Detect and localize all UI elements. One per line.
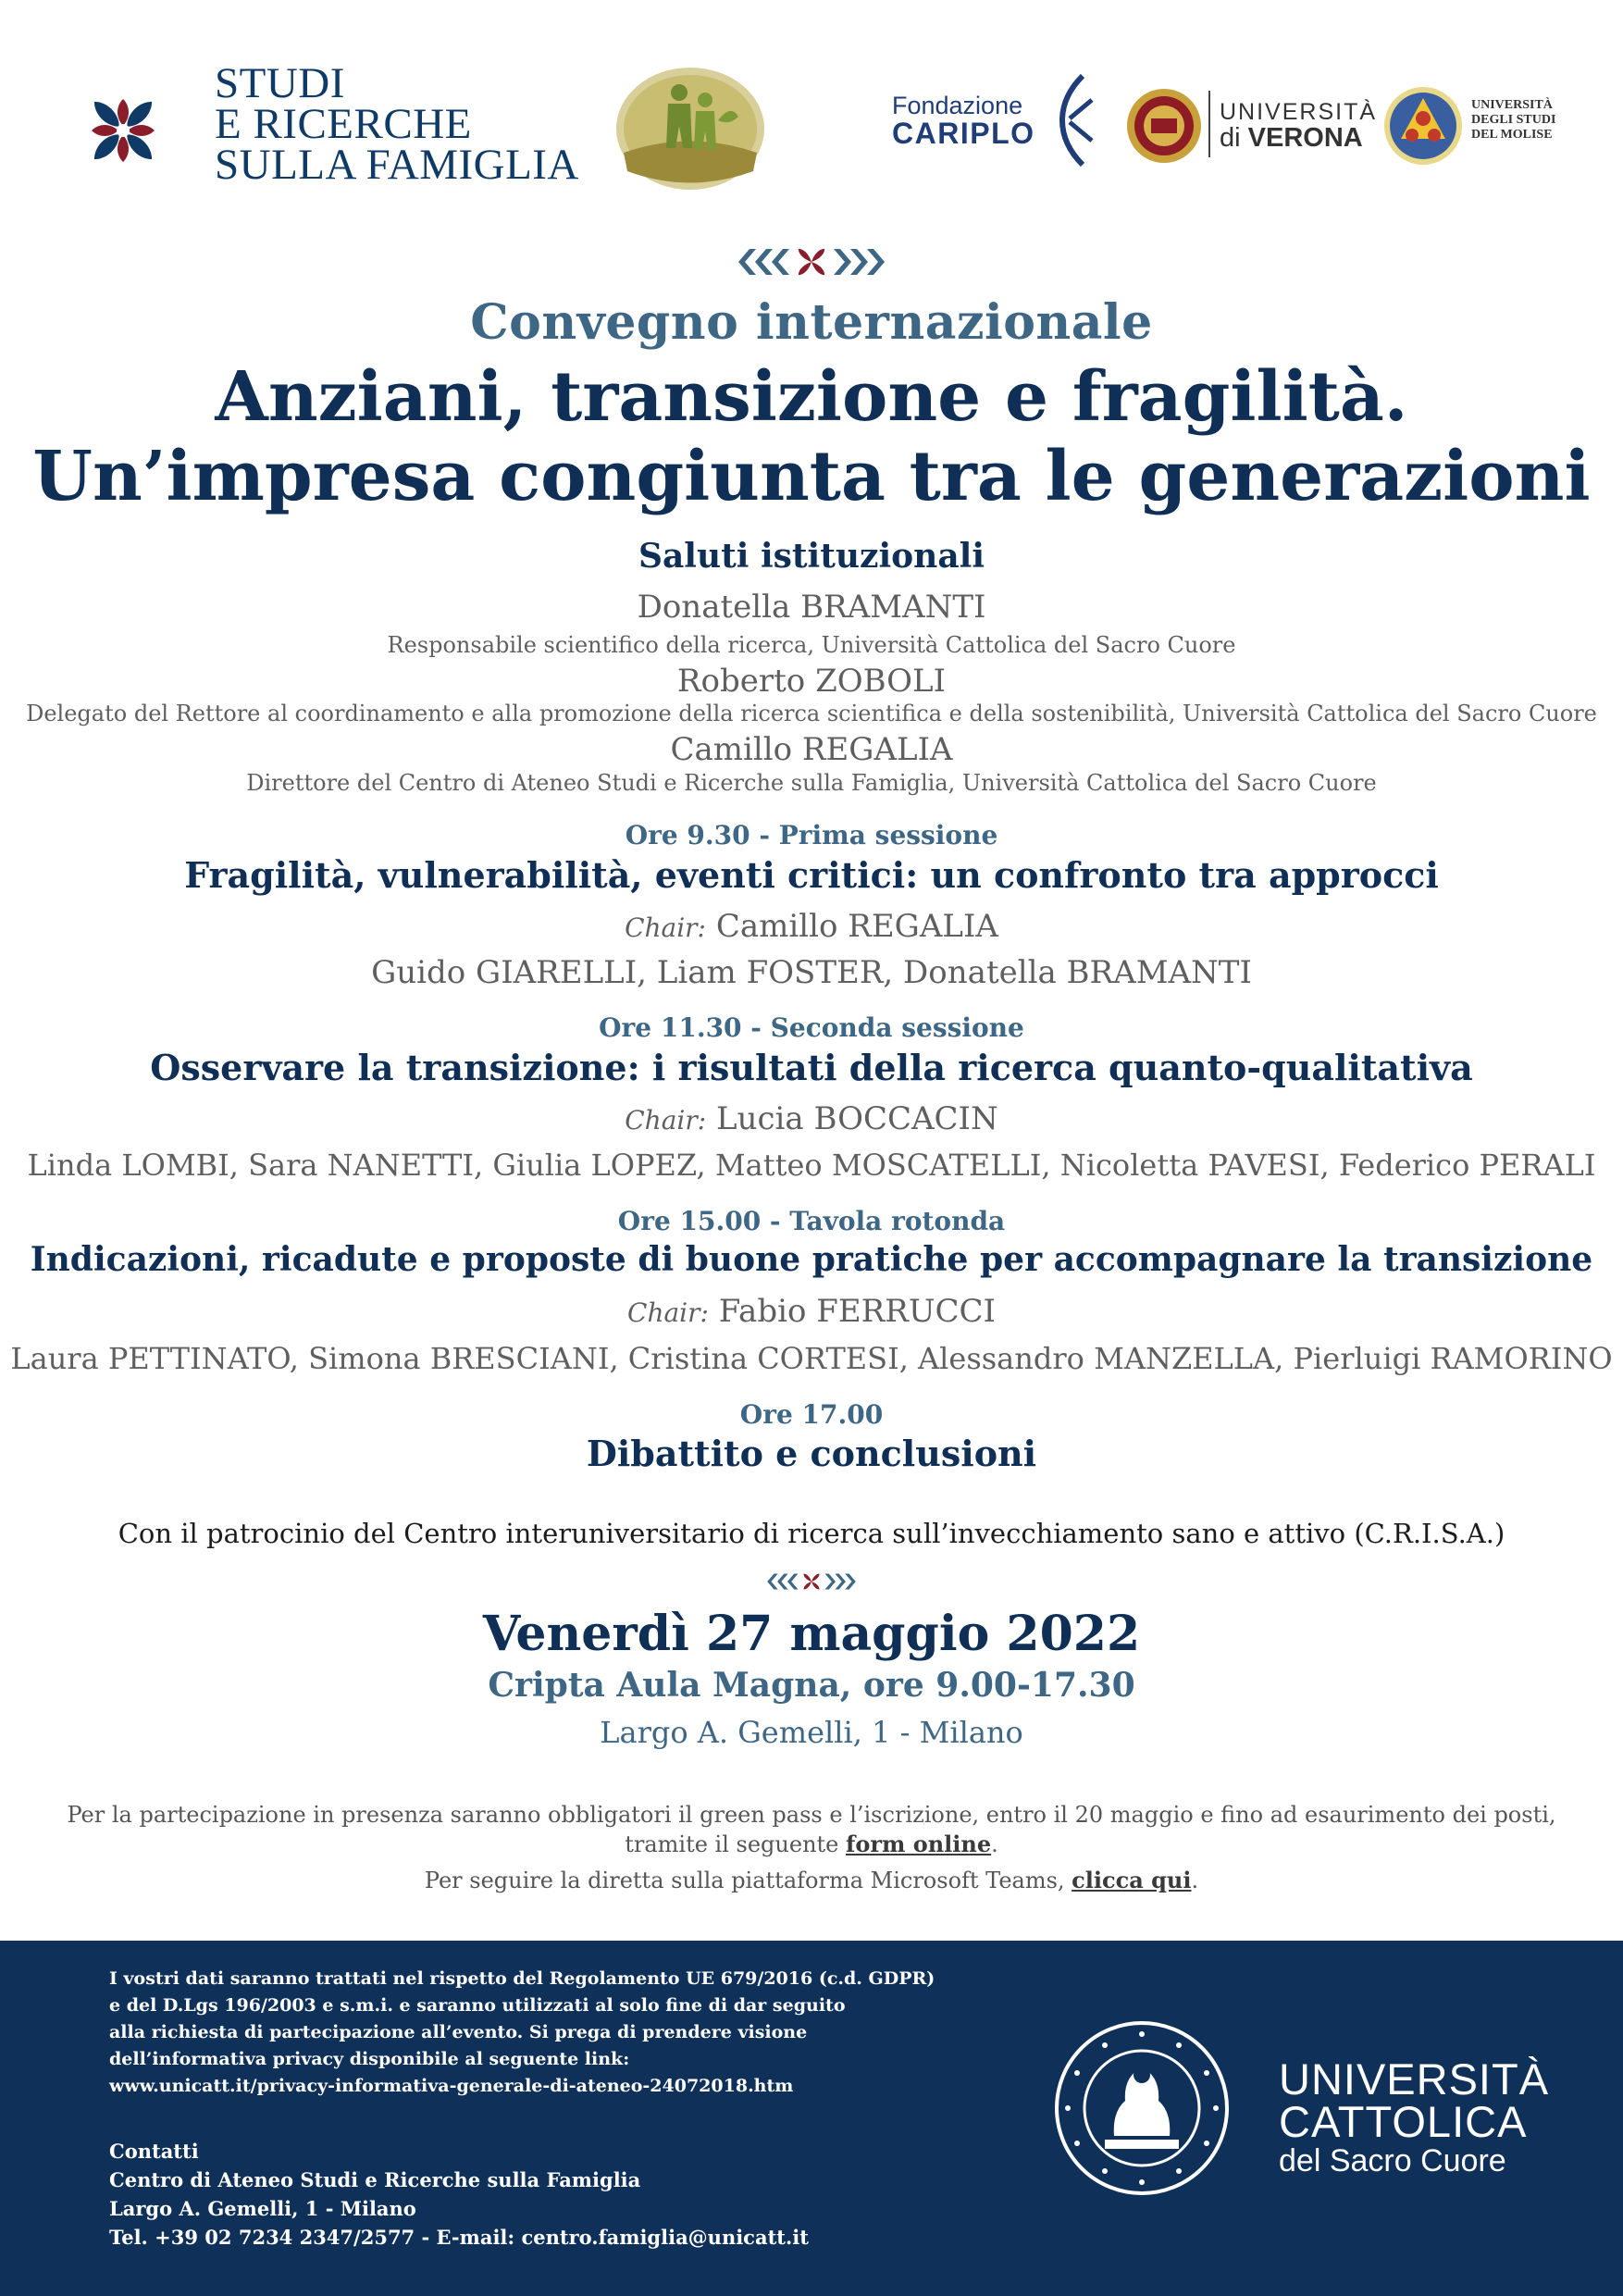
ucsc-seal-icon xyxy=(1053,2019,1231,2197)
unimol-line: DEGLI STUDI xyxy=(1471,113,1556,127)
srf-line: SULLA FAMIGLIA xyxy=(215,141,579,189)
form-online-link[interactable]: form online xyxy=(846,1831,992,1857)
teams-prefix: Per seguire la diretta sulla piattaforma Microsoft Teams, xyxy=(424,1868,1072,1893)
ornament-divider-small-icon xyxy=(766,1570,857,1594)
event-title-line2: Un’impresa congiunta tra le generazioni xyxy=(32,437,1591,516)
srf-line: E RICERCHE xyxy=(215,100,472,148)
unimol-line: DEL MOLISE xyxy=(1471,128,1553,142)
saluti-role-3: Direttore del Centro di Ateneo Studi e Ricerche sulla Famiglia, Università Cattolica del Sacro Cuore xyxy=(246,770,1377,796)
contacts-line: Largo A. Gemelli, 1 - Milano xyxy=(109,2197,416,2220)
fondazione-cariplo-logo xyxy=(892,93,1035,148)
teams-suffix: . xyxy=(1191,1868,1199,1893)
session-3-time: Ore 15.00 - Tavola rotonda xyxy=(617,1206,1006,1236)
event-date: Venerdì 27 maggio 2022 xyxy=(482,1606,1141,1662)
ornament-divider-icon xyxy=(737,242,886,281)
registration-note-line2 xyxy=(0,1831,1623,1857)
session-3-chair xyxy=(0,1293,1623,1330)
univr-line1: UNIVERSITÀ xyxy=(1220,99,1378,125)
contacts-line: Tel. +39 02 7234 2347/2577 - E-mail: centro.famiglia@unicatt.it xyxy=(109,2226,809,2249)
session-3-title: Indicazioni, ricadute e proposte di buone pratiche per accompagnare la transizione xyxy=(30,1240,1593,1279)
session-3-speakers: Laura PETTINATO, Simona BRESCIANI, Cristina CORTESI, Alessandro MANZELLA, Pierluigi RAMORINO xyxy=(10,1341,1613,1376)
ucsc-line1: UNIVERSITÀ xyxy=(1279,2054,1550,2104)
fondazione-line: Fondazione xyxy=(892,92,1023,119)
contacts-block xyxy=(109,2137,809,2252)
chair-label: Chair: xyxy=(625,912,706,943)
univr-divider xyxy=(1208,91,1210,157)
privacy-line: I vostri dati saranno trattati nel rispetto del Regolamento UE 679/2016 (c.d. GDPR) xyxy=(109,1968,935,1989)
teams-note xyxy=(0,1867,1623,1893)
session-1-time: Ore 9.30 - Prima sessione xyxy=(625,820,998,850)
saluti-name-2: Roberto ZOBOLI xyxy=(676,663,947,700)
univr-verona: VERONA xyxy=(1247,123,1363,153)
project-logo xyxy=(614,65,766,192)
privacy-line: alla richiesta di partecipazione all’evento. Si prega di prendere visione xyxy=(109,2022,808,2042)
univr-logo-text xyxy=(1220,100,1377,152)
chair-name: Fabio FERRUCCI xyxy=(718,1293,996,1330)
unimol-logo-text xyxy=(1471,98,1555,143)
chair-name: Lucia BOCCACIN xyxy=(716,1100,998,1137)
privacy-link[interactable]: www.unicatt.it/privacy-informativa-generale-di-ateneo-24072018.htm xyxy=(109,2076,794,2096)
srf-line: STUDI xyxy=(215,59,345,107)
saluti-name-1: Donatella BRAMANTI xyxy=(637,589,986,626)
session-1-title: Fragilità, vulnerabilità, eventi critici: un confronto tra approcci xyxy=(184,854,1439,896)
saluti-heading: Saluti istituzionali xyxy=(638,537,985,576)
registration-note: Per la partecipazione in presenza saranno obbligatori il green pass e l’iscrizione, entro il 20 maggio e fino ad esaurimento dei posti, xyxy=(67,1802,1556,1828)
clicca-qui-link[interactable]: clicca qui xyxy=(1072,1867,1192,1893)
ucsc-logo-text xyxy=(1279,2054,1550,2178)
registration-prefix: tramite il seguente xyxy=(625,1831,846,1857)
patronage: Con il patrocinio del Centro interuniversitario di ricerca sull’invecchiamento sano e attivo (C.R.I.S.A.) xyxy=(118,1518,1505,1549)
ucsc-line2: CATTOLICA xyxy=(1279,2097,1528,2146)
privacy-line: e del D.Lgs 196/2003 e s.m.i. e saranno utilizzati al solo fine di dar seguito xyxy=(109,1995,846,2016)
chair-label: Chair: xyxy=(627,1297,709,1328)
unimol-seal-icon xyxy=(1382,85,1464,167)
event-address: Largo A. Gemelli, 1 - Milano xyxy=(600,1715,1023,1750)
chair-label: Chair: xyxy=(625,1105,707,1136)
srf-logo-mark xyxy=(76,83,170,178)
contacts-line: Centro di Ateneo Studi e Ricerche sulla Famiglia xyxy=(109,2168,641,2191)
session-4-title: Dibattito e conclusioni xyxy=(586,1433,1037,1474)
unimol-line: UNIVERSITÀ xyxy=(1471,98,1553,112)
session-4-time: Ore 17.00 xyxy=(739,1399,884,1430)
cariplo-mark-icon xyxy=(1055,72,1097,168)
event-title-line1: Anziani, transizione e fragilità. xyxy=(215,357,1408,437)
cariplo-line: CARIPLO xyxy=(892,117,1035,150)
ucsc-line3: del Sacro Cuore xyxy=(1279,2143,1506,2178)
chair-name: Camillo REGALIA xyxy=(715,908,998,945)
saluti-role-2: Delegato del Rettore al coordinamento e alla promozione della ricerca scientifica e della sostenibilità, Università Cattolica del Sacro Cuore xyxy=(26,701,1597,726)
saluti-name-3: Camillo REGALIA xyxy=(670,731,953,768)
univr-seal-icon xyxy=(1125,87,1203,165)
session-2-time: Ore 11.30 - Seconda sessione xyxy=(599,1012,1024,1043)
session-2-title: Osservare la transizione: i risultati della ricerca quanto-qualitativa xyxy=(150,1047,1473,1088)
session-1-speakers: Guido GIARELLI, Liam FOSTER, Donatella BRAMANTI xyxy=(371,954,1252,991)
privacy-line: dell’informativa privacy disponibile al seguente link: xyxy=(109,2049,630,2069)
session-2-chair xyxy=(0,1100,1623,1137)
univr-line2 xyxy=(1220,124,1377,152)
session-2-speakers: Linda LOMBI, Sara NANETTI, Giulia LOPEZ, Matteo MOSCATELLI, Nicoletta PAVESI, Federico PERALI xyxy=(27,1148,1596,1183)
univr-di: di xyxy=(1220,123,1248,153)
privacy-notice xyxy=(109,1966,935,2100)
session-1-chair xyxy=(0,908,1623,945)
registration-suffix: . xyxy=(991,1831,998,1857)
event-room-time: Cripta Aula Magna, ore 9.00-17.30 xyxy=(488,1666,1135,1705)
event-kind: Convegno internazionale xyxy=(470,294,1153,351)
saluti-role-1: Responsabile scientifico della ricerca, Università Cattolica del Sacro Cuore xyxy=(387,632,1236,658)
contacts-heading: Contatti xyxy=(109,2140,199,2163)
srf-logo-text xyxy=(215,59,579,189)
event-title xyxy=(0,357,1623,516)
